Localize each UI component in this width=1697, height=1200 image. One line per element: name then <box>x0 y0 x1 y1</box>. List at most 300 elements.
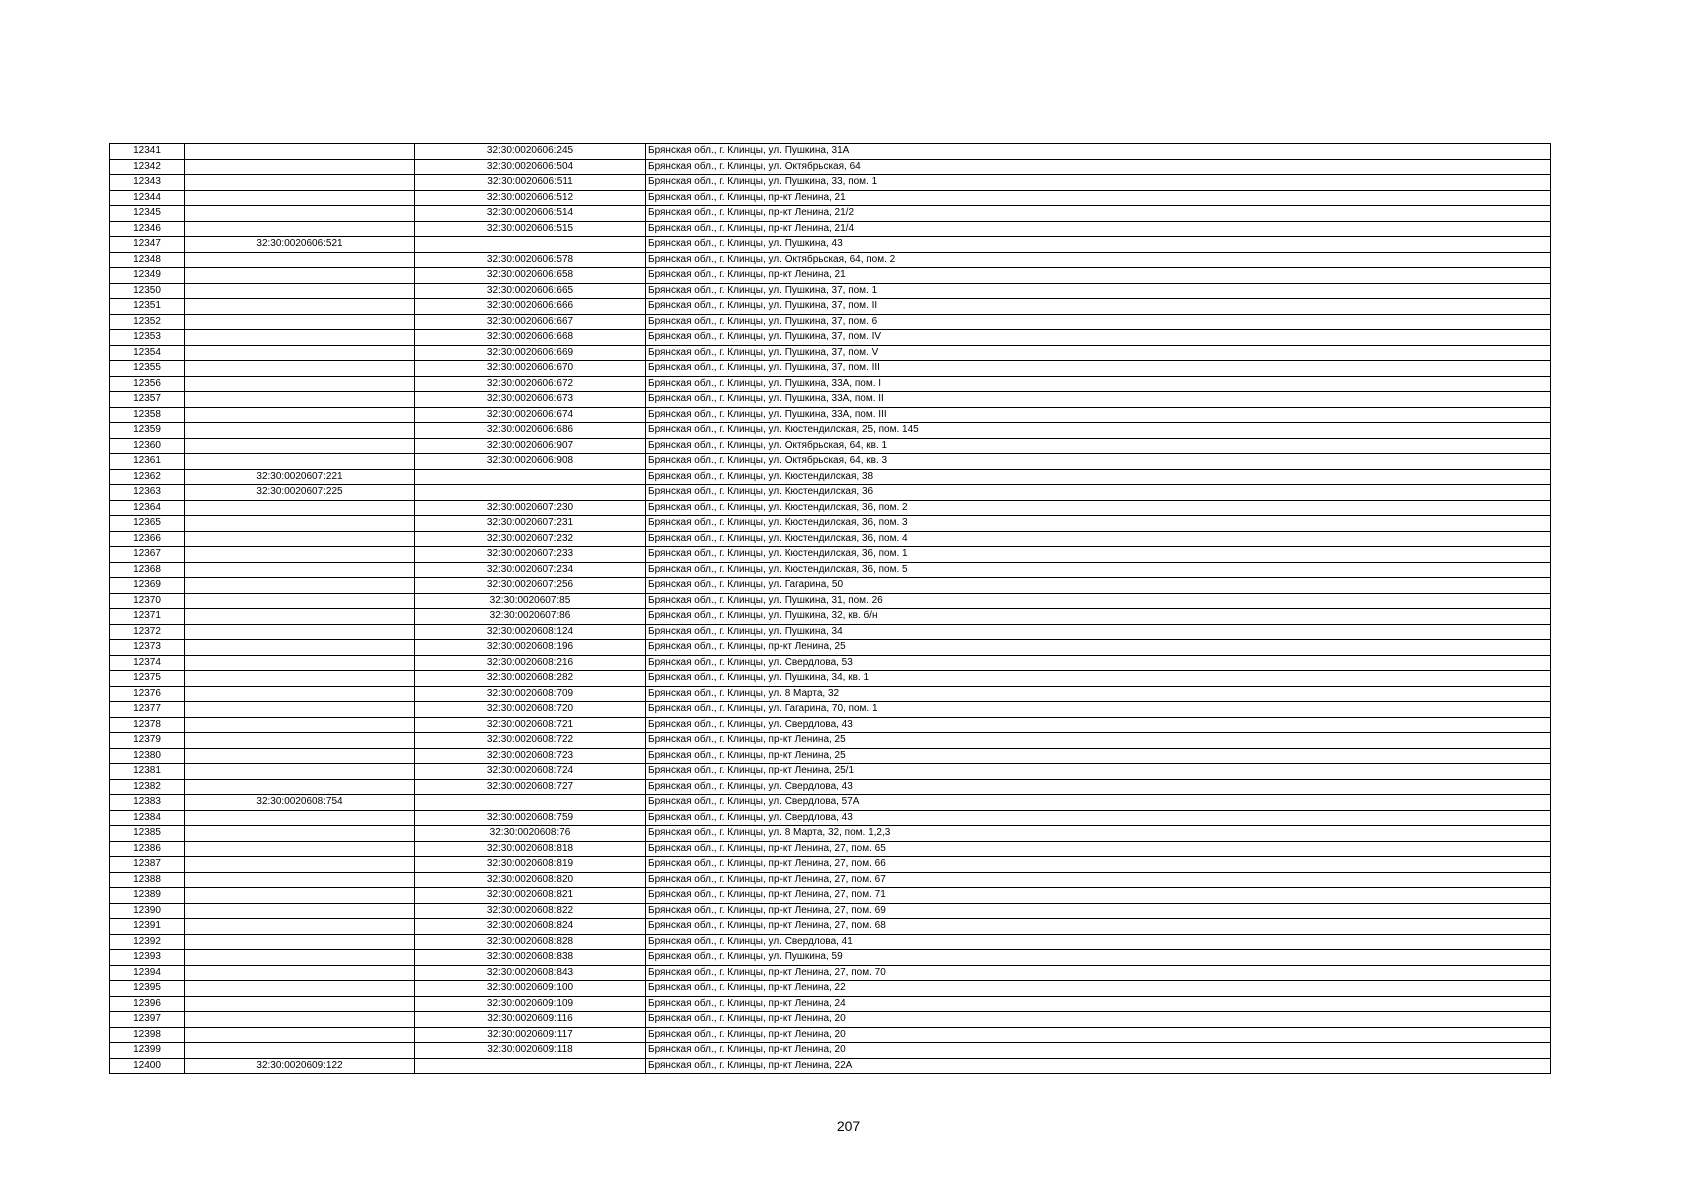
address-cell: Брянская обл., г. Клинцы, ул. Октябрьская, 64 <box>646 159 1551 175</box>
table-row <box>110 872 1551 888</box>
land-cadastral-number-cell <box>185 206 415 222</box>
object-cadastral-number-cell <box>415 485 646 501</box>
object-cadastral-number-cell: 32:30:0020608:759 <box>415 810 646 826</box>
land-cadastral-number-cell <box>185 888 415 904</box>
row-number-cell: 12388 <box>110 872 185 888</box>
table-row <box>110 237 1551 253</box>
table-row <box>110 330 1551 346</box>
row-number-cell: 12370 <box>110 593 185 609</box>
address-cell: Брянская обл., г. Клинцы, ул. Кюстендилская, 25, пом. 145 <box>646 423 1551 439</box>
row-number-cell: 12397 <box>110 1012 185 1028</box>
address-cell: Брянская обл., г. Клинцы, пр-кт Ленина, 27, пом. 71 <box>646 888 1551 904</box>
table-row <box>110 593 1551 609</box>
row-number-cell: 12367 <box>110 547 185 563</box>
table-row <box>110 206 1551 222</box>
row-number-cell: 12346 <box>110 221 185 237</box>
land-cadastral-number-cell <box>185 671 415 687</box>
object-cadastral-number-cell: 32:30:0020608:727 <box>415 779 646 795</box>
land-cadastral-number-cell <box>185 779 415 795</box>
object-cadastral-number-cell: 32:30:0020608:124 <box>415 624 646 640</box>
row-number-cell: 12356 <box>110 376 185 392</box>
address-cell: Брянская обл., г. Клинцы, пр-кт Ленина, 21/2 <box>646 206 1551 222</box>
object-cadastral-number-cell: 32:30:0020606:666 <box>415 299 646 315</box>
object-cadastral-number-cell: 32:30:0020607:86 <box>415 609 646 625</box>
table-row <box>110 423 1551 439</box>
address-cell: Брянская обл., г. Клинцы, ул. Кюстендилская, 36, пом. 4 <box>646 531 1551 547</box>
row-number-cell: 12396 <box>110 996 185 1012</box>
land-cadastral-number-cell <box>185 702 415 718</box>
land-cadastral-number-cell <box>185 640 415 656</box>
object-cadastral-number-cell: 32:30:0020606:907 <box>415 438 646 454</box>
land-cadastral-number-cell <box>185 392 415 408</box>
table-row <box>110 1043 1551 1059</box>
table-row <box>110 717 1551 733</box>
land-cadastral-number-cell: 32:30:0020607:225 <box>185 485 415 501</box>
address-cell: Брянская обл., г. Клинцы, ул. 8 Марта, 32 <box>646 686 1551 702</box>
land-cadastral-number-cell <box>185 314 415 330</box>
object-cadastral-number-cell: 32:30:0020607:85 <box>415 593 646 609</box>
row-number-cell: 12387 <box>110 857 185 873</box>
object-cadastral-number-cell: 32:30:0020606:673 <box>415 392 646 408</box>
land-cadastral-number-cell: 32:30:0020607:221 <box>185 469 415 485</box>
object-cadastral-number-cell: 32:30:0020608:216 <box>415 655 646 671</box>
table-row <box>110 144 1551 160</box>
land-cadastral-number-cell <box>185 934 415 950</box>
row-number-cell: 12351 <box>110 299 185 315</box>
table-row <box>110 609 1551 625</box>
land-cadastral-number-cell <box>185 299 415 315</box>
object-cadastral-number-cell <box>415 1058 646 1074</box>
land-cadastral-number-cell <box>185 748 415 764</box>
object-cadastral-number-cell: 32:30:0020606:686 <box>415 423 646 439</box>
land-cadastral-number-cell <box>185 221 415 237</box>
object-cadastral-number-cell: 32:30:0020608:721 <box>415 717 646 733</box>
row-number-cell: 12381 <box>110 764 185 780</box>
land-cadastral-number-cell <box>185 578 415 594</box>
address-cell: Брянская обл., г. Клинцы, пр-кт Ленина, 25 <box>646 733 1551 749</box>
table-row <box>110 857 1551 873</box>
land-cadastral-number-cell <box>185 965 415 981</box>
table-row <box>110 283 1551 299</box>
land-cadastral-number-cell <box>185 144 415 160</box>
address-cell: Брянская обл., г. Клинцы, пр-кт Ленина, 21 <box>646 190 1551 206</box>
object-cadastral-number-cell: 32:30:0020606:667 <box>415 314 646 330</box>
row-number-cell: 12386 <box>110 841 185 857</box>
table-row <box>110 841 1551 857</box>
table-row <box>110 950 1551 966</box>
object-cadastral-number-cell: 32:30:0020607:231 <box>415 516 646 532</box>
table-row <box>110 655 1551 671</box>
table-row <box>110 624 1551 640</box>
object-cadastral-number-cell: 32:30:0020608:720 <box>415 702 646 718</box>
address-cell: Брянская обл., г. Клинцы, ул. Пушкина, 37, пом. V <box>646 345 1551 361</box>
table-row <box>110 640 1551 656</box>
land-cadastral-number-cell <box>185 376 415 392</box>
row-number-cell: 12389 <box>110 888 185 904</box>
address-cell: Брянская обл., г. Клинцы, ул. Свердлова, 57А <box>646 795 1551 811</box>
object-cadastral-number-cell: 32:30:0020608:819 <box>415 857 646 873</box>
table-row <box>110 1027 1551 1043</box>
row-number-cell: 12374 <box>110 655 185 671</box>
registry-table <box>109 143 1551 1074</box>
row-number-cell: 12347 <box>110 237 185 253</box>
land-cadastral-number-cell <box>185 252 415 268</box>
table-row <box>110 159 1551 175</box>
table-row <box>110 175 1551 191</box>
address-cell: Брянская обл., г. Клинцы, ул. Кюстендилская, 36, пом. 3 <box>646 516 1551 532</box>
address-cell: Брянская обл., г. Клинцы, ул. Кюстендилская, 36, пом. 5 <box>646 562 1551 578</box>
row-number-cell: 12377 <box>110 702 185 718</box>
address-cell: Брянская обл., г. Клинцы, пр-кт Ленина, 25 <box>646 748 1551 764</box>
address-cell: Брянская обл., г. Клинцы, ул. Гагарина, 50 <box>646 578 1551 594</box>
address-cell: Брянская обл., г. Клинцы, пр-кт Ленина, 22 <box>646 981 1551 997</box>
object-cadastral-number-cell: 32:30:0020608:843 <box>415 965 646 981</box>
address-cell: Брянская обл., г. Клинцы, ул. Пушкина, 33А, пом. I <box>646 376 1551 392</box>
land-cadastral-number-cell <box>185 857 415 873</box>
land-cadastral-number-cell <box>185 190 415 206</box>
object-cadastral-number-cell: 32:30:0020606:514 <box>415 206 646 222</box>
address-cell: Брянская обл., г. Клинцы, ул. Кюстендилская, 38 <box>646 469 1551 485</box>
address-cell: Брянская обл., г. Клинцы, ул. Пушкина, 31А <box>646 144 1551 160</box>
table-row <box>110 376 1551 392</box>
land-cadastral-number-cell <box>185 717 415 733</box>
object-cadastral-number-cell: 32:30:0020606:674 <box>415 407 646 423</box>
object-cadastral-number-cell: 32:30:0020606:908 <box>415 454 646 470</box>
row-number-cell: 12362 <box>110 469 185 485</box>
land-cadastral-number-cell <box>185 609 415 625</box>
row-number-cell: 12394 <box>110 965 185 981</box>
object-cadastral-number-cell: 32:30:0020608:821 <box>415 888 646 904</box>
address-cell: Брянская обл., г. Клинцы, ул. Октябрьская, 64, кв. 1 <box>646 438 1551 454</box>
object-cadastral-number-cell: 32:30:0020607:234 <box>415 562 646 578</box>
table-row <box>110 888 1551 904</box>
row-number-cell: 12350 <box>110 283 185 299</box>
address-cell: Брянская обл., г. Клинцы, ул. Пушкина, 43 <box>646 237 1551 253</box>
row-number-cell: 12344 <box>110 190 185 206</box>
table-row <box>110 454 1551 470</box>
address-cell: Брянская обл., г. Клинцы, пр-кт Ленина, 27, пом. 67 <box>646 872 1551 888</box>
land-cadastral-number-cell <box>185 1043 415 1059</box>
address-cell: Брянская обл., г. Клинцы, ул. Кюстендилская, 36, пом. 1 <box>646 547 1551 563</box>
address-cell: Брянская обл., г. Клинцы, ул. Пушкина, 37, пом. III <box>646 361 1551 377</box>
land-cadastral-number-cell <box>185 872 415 888</box>
land-cadastral-number-cell <box>185 268 415 284</box>
row-number-cell: 12391 <box>110 919 185 935</box>
table-row <box>110 190 1551 206</box>
land-cadastral-number-cell <box>185 562 415 578</box>
object-cadastral-number-cell: 32:30:0020607:256 <box>415 578 646 594</box>
address-cell: Брянская обл., г. Клинцы, пр-кт Ленина, 21/4 <box>646 221 1551 237</box>
table-row <box>110 314 1551 330</box>
land-cadastral-number-cell <box>185 1012 415 1028</box>
address-cell: Брянская обл., г. Клинцы, пр-кт Ленина, 27, пом. 69 <box>646 903 1551 919</box>
land-cadastral-number-cell <box>185 345 415 361</box>
address-cell: Брянская обл., г. Клинцы, ул. Пушкина, 37, пом. IV <box>646 330 1551 346</box>
object-cadastral-number-cell: 32:30:0020609:116 <box>415 1012 646 1028</box>
object-cadastral-number-cell: 32:30:0020608:818 <box>415 841 646 857</box>
address-cell: Брянская обл., г. Клинцы, ул. Пушкина, 33, пом. 1 <box>646 175 1551 191</box>
address-cell: Брянская обл., г. Клинцы, пр-кт Ленина, 25/1 <box>646 764 1551 780</box>
land-cadastral-number-cell <box>185 593 415 609</box>
table-row <box>110 779 1551 795</box>
table-row <box>110 934 1551 950</box>
object-cadastral-number-cell: 32:30:0020608:828 <box>415 934 646 950</box>
land-cadastral-number-cell <box>185 733 415 749</box>
row-number-cell: 12360 <box>110 438 185 454</box>
object-cadastral-number-cell: 32:30:0020609:109 <box>415 996 646 1012</box>
table-row <box>110 531 1551 547</box>
object-cadastral-number-cell: 32:30:0020606:512 <box>415 190 646 206</box>
object-cadastral-number-cell <box>415 469 646 485</box>
row-number-cell: 12393 <box>110 950 185 966</box>
land-cadastral-number-cell <box>185 764 415 780</box>
table-row <box>110 981 1551 997</box>
object-cadastral-number-cell: 32:30:0020606:504 <box>415 159 646 175</box>
land-cadastral-number-cell <box>185 361 415 377</box>
address-cell: Брянская обл., г. Клинцы, ул. Кюстендилская, 36, пом. 2 <box>646 500 1551 516</box>
row-number-cell: 12369 <box>110 578 185 594</box>
object-cadastral-number-cell: 32:30:0020606:670 <box>415 361 646 377</box>
address-cell: Брянская обл., г. Клинцы, пр-кт Ленина, 22А <box>646 1058 1551 1074</box>
page-number: 207 <box>836 1118 861 1134</box>
object-cadastral-number-cell: 32:30:0020609:118 <box>415 1043 646 1059</box>
address-cell: Брянская обл., г. Клинцы, ул. Свердлова, 41 <box>646 934 1551 950</box>
table-row <box>110 299 1551 315</box>
table-row <box>110 438 1551 454</box>
address-cell: Брянская обл., г. Клинцы, ул. Пушкина, 37, пом. II <box>646 299 1551 315</box>
row-number-cell: 12361 <box>110 454 185 470</box>
address-cell: Брянская обл., г. Клинцы, ул. Свердлова, 53 <box>646 655 1551 671</box>
land-cadastral-number-cell <box>185 981 415 997</box>
address-cell: Брянская обл., г. Клинцы, ул. Октябрьская, 64, пом. 2 <box>646 252 1551 268</box>
row-number-cell: 12355 <box>110 361 185 377</box>
land-cadastral-number-cell <box>185 826 415 842</box>
table-row <box>110 252 1551 268</box>
land-cadastral-number-cell <box>185 996 415 1012</box>
address-cell: Брянская обл., г. Клинцы, ул. Пушкина, 37, пом. 6 <box>646 314 1551 330</box>
table-row <box>110 1012 1551 1028</box>
row-number-cell: 12354 <box>110 345 185 361</box>
table-row <box>110 919 1551 935</box>
land-cadastral-number-cell <box>185 531 415 547</box>
address-cell: Брянская обл., г. Клинцы, пр-кт Ленина, 25 <box>646 640 1551 656</box>
land-cadastral-number-cell: 32:30:0020606:521 <box>185 237 415 253</box>
row-number-cell: 12375 <box>110 671 185 687</box>
address-cell: Брянская обл., г. Клинцы, ул. Свердлова, 43 <box>646 717 1551 733</box>
row-number-cell: 12379 <box>110 733 185 749</box>
address-cell: Брянская обл., г. Клинцы, ул. Пушкина, 59 <box>646 950 1551 966</box>
table-row <box>110 469 1551 485</box>
object-cadastral-number-cell: 32:30:0020607:233 <box>415 547 646 563</box>
address-cell: Брянская обл., г. Клинцы, пр-кт Ленина, 24 <box>646 996 1551 1012</box>
address-cell: Брянская обл., г. Клинцы, ул. Пушкина, 34, кв. 1 <box>646 671 1551 687</box>
land-cadastral-number-cell <box>185 547 415 563</box>
object-cadastral-number-cell: 32:30:0020609:117 <box>415 1027 646 1043</box>
land-cadastral-number-cell <box>185 1027 415 1043</box>
table-row <box>110 407 1551 423</box>
land-cadastral-number-cell <box>185 810 415 826</box>
row-number-cell: 12364 <box>110 500 185 516</box>
object-cadastral-number-cell: 32:30:0020608:282 <box>415 671 646 687</box>
address-cell: Брянская обл., г. Клинцы, пр-кт Ленина, 20 <box>646 1027 1551 1043</box>
row-number-cell: 12343 <box>110 175 185 191</box>
row-number-cell: 12384 <box>110 810 185 826</box>
row-number-cell: 12345 <box>110 206 185 222</box>
address-cell: Брянская обл., г. Клинцы, ул. Пушкина, 33А, пом. II <box>646 392 1551 408</box>
table-row <box>110 361 1551 377</box>
row-number-cell: 12371 <box>110 609 185 625</box>
address-cell: Брянская обл., г. Клинцы, ул. Гагарина, 70, пом. 1 <box>646 702 1551 718</box>
row-number-cell: 12359 <box>110 423 185 439</box>
table-row <box>110 485 1551 501</box>
address-cell: Брянская обл., г. Клинцы, ул. Пушкина, 34 <box>646 624 1551 640</box>
row-number-cell: 12392 <box>110 934 185 950</box>
object-cadastral-number-cell: 32:30:0020608:196 <box>415 640 646 656</box>
table-row <box>110 702 1551 718</box>
row-number-cell: 12383 <box>110 795 185 811</box>
table-body <box>110 144 1551 1074</box>
object-cadastral-number-cell: 32:30:0020608:709 <box>415 686 646 702</box>
address-cell: Брянская обл., г. Клинцы, пр-кт Ленина, 20 <box>646 1012 1551 1028</box>
object-cadastral-number-cell: 32:30:0020606:668 <box>415 330 646 346</box>
table-row <box>110 547 1551 563</box>
row-number-cell: 12395 <box>110 981 185 997</box>
object-cadastral-number-cell: 32:30:0020606:669 <box>415 345 646 361</box>
object-cadastral-number-cell: 32:30:0020607:232 <box>415 531 646 547</box>
row-number-cell: 12376 <box>110 686 185 702</box>
address-cell: Брянская обл., г. Клинцы, пр-кт Ленина, 20 <box>646 1043 1551 1059</box>
row-number-cell: 12357 <box>110 392 185 408</box>
land-cadastral-number-cell <box>185 516 415 532</box>
table-row <box>110 671 1551 687</box>
land-cadastral-number-cell <box>185 686 415 702</box>
address-cell: Брянская обл., г. Клинцы, ул. Свердлова, 43 <box>646 810 1551 826</box>
row-number-cell: 12368 <box>110 562 185 578</box>
table-row <box>110 965 1551 981</box>
address-cell: Брянская обл., г. Клинцы, пр-кт Ленина, 21 <box>646 268 1551 284</box>
row-number-cell: 12373 <box>110 640 185 656</box>
land-cadastral-number-cell <box>185 423 415 439</box>
table-row <box>110 392 1551 408</box>
row-number-cell: 12352 <box>110 314 185 330</box>
row-number-cell: 12382 <box>110 779 185 795</box>
address-cell: Брянская обл., г. Клинцы, пр-кт Ленина, 27, пом. 66 <box>646 857 1551 873</box>
table-row <box>110 733 1551 749</box>
object-cadastral-number-cell: 32:30:0020606:511 <box>415 175 646 191</box>
table-row <box>110 764 1551 780</box>
object-cadastral-number-cell: 32:30:0020608:838 <box>415 950 646 966</box>
table-row <box>110 810 1551 826</box>
row-number-cell: 12342 <box>110 159 185 175</box>
address-cell: Брянская обл., г. Клинцы, пр-кт Ленина, 27, пом. 68 <box>646 919 1551 935</box>
object-cadastral-number-cell: 32:30:0020606:245 <box>415 144 646 160</box>
address-cell: Брянская обл., г. Клинцы, ул. Пушкина, 33А, пом. III <box>646 407 1551 423</box>
table-row <box>110 795 1551 811</box>
row-number-cell: 12349 <box>110 268 185 284</box>
land-cadastral-number-cell <box>185 500 415 516</box>
row-number-cell: 12398 <box>110 1027 185 1043</box>
table-row <box>110 996 1551 1012</box>
land-cadastral-number-cell <box>185 283 415 299</box>
table-row <box>110 903 1551 919</box>
object-cadastral-number-cell: 32:30:0020606:578 <box>415 252 646 268</box>
table-row <box>110 1058 1551 1074</box>
object-cadastral-number-cell: 32:30:0020606:665 <box>415 283 646 299</box>
address-cell: Брянская обл., г. Клинцы, пр-кт Ленина, 27, пом. 65 <box>646 841 1551 857</box>
row-number-cell: 12341 <box>110 144 185 160</box>
table-row <box>110 562 1551 578</box>
object-cadastral-number-cell: 32:30:0020608:76 <box>415 826 646 842</box>
land-cadastral-number-cell <box>185 919 415 935</box>
table-row <box>110 686 1551 702</box>
row-number-cell: 12363 <box>110 485 185 501</box>
table-row <box>110 221 1551 237</box>
address-cell: Брянская обл., г. Клинцы, ул. 8 Марта, 32, пом. 1,2,3 <box>646 826 1551 842</box>
object-cadastral-number-cell <box>415 795 646 811</box>
table-row <box>110 345 1551 361</box>
land-cadastral-number-cell <box>185 655 415 671</box>
address-cell: Брянская обл., г. Клинцы, ул. Свердлова, 43 <box>646 779 1551 795</box>
land-cadastral-number-cell <box>185 175 415 191</box>
land-cadastral-number-cell <box>185 159 415 175</box>
row-number-cell: 12380 <box>110 748 185 764</box>
row-number-cell: 12348 <box>110 252 185 268</box>
object-cadastral-number-cell: 32:30:0020608:824 <box>415 919 646 935</box>
address-cell: Брянская обл., г. Клинцы, ул. Октябрьская, 64, кв. 3 <box>646 454 1551 470</box>
land-cadastral-number-cell <box>185 841 415 857</box>
address-cell: Брянская обл., г. Клинцы, ул. Пушкина, 37, пом. 1 <box>646 283 1551 299</box>
land-cadastral-number-cell <box>185 624 415 640</box>
row-number-cell: 12358 <box>110 407 185 423</box>
row-number-cell: 12372 <box>110 624 185 640</box>
object-cadastral-number-cell: 32:30:0020608:723 <box>415 748 646 764</box>
row-number-cell: 12390 <box>110 903 185 919</box>
land-cadastral-number-cell <box>185 407 415 423</box>
object-cadastral-number-cell: 32:30:0020606:515 <box>415 221 646 237</box>
row-number-cell: 12400 <box>110 1058 185 1074</box>
table-row <box>110 826 1551 842</box>
object-cadastral-number-cell: 32:30:0020608:722 <box>415 733 646 749</box>
land-cadastral-number-cell: 32:30:0020608:754 <box>185 795 415 811</box>
row-number-cell: 12385 <box>110 826 185 842</box>
object-cadastral-number-cell: 32:30:0020606:672 <box>415 376 646 392</box>
land-cadastral-number-cell <box>185 950 415 966</box>
row-number-cell: 12365 <box>110 516 185 532</box>
table-row <box>110 748 1551 764</box>
object-cadastral-number-cell <box>415 237 646 253</box>
table-row <box>110 268 1551 284</box>
address-cell: Брянская обл., г. Клинцы, пр-кт Ленина, 27, пом. 70 <box>646 965 1551 981</box>
table-row <box>110 500 1551 516</box>
object-cadastral-number-cell: 32:30:0020607:230 <box>415 500 646 516</box>
land-cadastral-number-cell <box>185 903 415 919</box>
row-number-cell: 12366 <box>110 531 185 547</box>
object-cadastral-number-cell: 32:30:0020608:822 <box>415 903 646 919</box>
object-cadastral-number-cell: 32:30:0020609:100 <box>415 981 646 997</box>
address-cell: Брянская обл., г. Клинцы, ул. Кюстендилская, 36 <box>646 485 1551 501</box>
table-row <box>110 516 1551 532</box>
object-cadastral-number-cell: 32:30:0020608:724 <box>415 764 646 780</box>
row-number-cell: 12353 <box>110 330 185 346</box>
table-row <box>110 578 1551 594</box>
object-cadastral-number-cell: 32:30:0020606:658 <box>415 268 646 284</box>
address-cell: Брянская обл., г. Клинцы, ул. Пушкина, 31, пом. 26 <box>646 593 1551 609</box>
land-cadastral-number-cell <box>185 438 415 454</box>
land-cadastral-number-cell: 32:30:0020609:122 <box>185 1058 415 1074</box>
address-cell: Брянская обл., г. Клинцы, ул. Пушкина, 32, кв. б/н <box>646 609 1551 625</box>
land-cadastral-number-cell <box>185 454 415 470</box>
object-cadastral-number-cell: 32:30:0020608:820 <box>415 872 646 888</box>
